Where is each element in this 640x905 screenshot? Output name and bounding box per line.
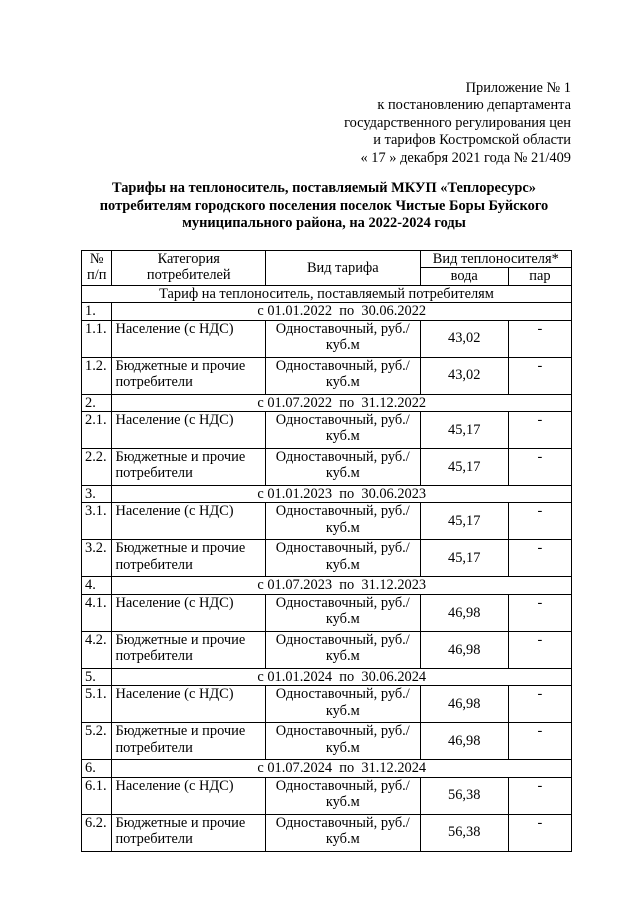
steam-tariff-value: - xyxy=(508,412,571,449)
header-water: вода xyxy=(420,268,508,285)
tariff-type: Одноставочный, руб./куб.м xyxy=(266,320,421,357)
steam-tariff-value: - xyxy=(508,540,571,577)
tariff-row xyxy=(82,503,572,540)
period-number: 1. xyxy=(82,303,112,320)
steam-tariff-value: - xyxy=(508,723,571,760)
consumer-category: Бюджетные и прочие потребители xyxy=(112,357,266,394)
header-category: Категория потребителей xyxy=(112,251,266,286)
steam-tariff-value: - xyxy=(508,503,571,540)
water-tariff-value: 56,38 xyxy=(420,814,508,851)
period-row xyxy=(82,577,572,594)
consumer-category: Население (с НДС) xyxy=(112,594,266,631)
tariff-type: Одноставочный, руб./куб.м xyxy=(266,723,421,760)
row-number: 1.1. xyxy=(82,320,112,357)
row-number: 3.1. xyxy=(82,503,112,540)
water-tariff-value: 43,02 xyxy=(420,320,508,357)
appendix-line: государственного регулирования цен xyxy=(344,114,571,131)
consumer-category: Бюджетные и прочие потребители xyxy=(112,723,266,760)
consumer-category: Население (с НДС) xyxy=(112,503,266,540)
steam-tariff-value: - xyxy=(508,631,571,668)
tariff-row xyxy=(82,686,572,723)
period-range: с 01.07.2023 по 31.12.2023 xyxy=(112,577,572,594)
water-tariff-value: 46,98 xyxy=(420,723,508,760)
period-range: с 01.01.2024 по 30.06.2024 xyxy=(112,668,572,685)
water-tariff-value: 43,02 xyxy=(420,357,508,394)
tariff-type: Одноставочный, руб./куб.м xyxy=(266,686,421,723)
appendix-line: Приложение № 1 xyxy=(465,80,571,96)
steam-tariff-value: - xyxy=(508,814,571,851)
water-tariff-value: 45,17 xyxy=(420,503,508,540)
water-tariff-value: 45,17 xyxy=(420,412,508,449)
steam-tariff-value: - xyxy=(508,357,571,394)
steam-tariff-value: - xyxy=(508,594,571,631)
consumer-category: Бюджетные и прочие потребители xyxy=(112,631,266,668)
tariff-type: Одноставочный, руб./куб.м xyxy=(266,594,421,631)
steam-tariff-value: - xyxy=(508,320,571,357)
water-tariff-value: 45,17 xyxy=(420,449,508,486)
title-line: потребителям городского поселения поселок Чистые Боры Буйского xyxy=(99,197,549,214)
row-number: 4.1. xyxy=(82,594,112,631)
tariff-type: Одноставочный, руб./куб.м xyxy=(266,357,421,394)
appendix-line: к постановлению департамента xyxy=(377,97,571,114)
consumer-category: Бюджетные и прочие потребители xyxy=(112,540,266,577)
water-tariff-value: 46,98 xyxy=(420,686,508,723)
appendix-line: и тарифов Костромской области xyxy=(373,132,571,149)
steam-tariff-value: - xyxy=(508,449,571,486)
period-row xyxy=(82,303,572,320)
row-number: 4.2. xyxy=(82,631,112,668)
consumer-category: Население (с НДС) xyxy=(112,320,266,357)
tariff-type: Одноставочный, руб./куб.м xyxy=(266,449,421,486)
water-tariff-value: 45,17 xyxy=(420,540,508,577)
period-number: 4. xyxy=(82,577,112,594)
tariff-row xyxy=(82,723,572,760)
period-range: с 01.07.2024 по 31.12.2024 xyxy=(112,760,572,777)
tariff-row xyxy=(82,357,572,394)
consumer-category: Бюджетные и прочие потребители xyxy=(112,814,266,851)
document-title xyxy=(60,180,588,233)
tariff-row xyxy=(82,540,572,577)
water-tariff-value: 46,98 xyxy=(420,631,508,668)
tariff-row xyxy=(82,594,572,631)
tariff-row xyxy=(82,814,572,851)
row-number: 2.1. xyxy=(82,412,112,449)
period-number: 5. xyxy=(82,668,112,685)
tariff-type: Одноставочный, руб./куб.м xyxy=(266,631,421,668)
tariff-type: Одноставочный, руб./куб.м xyxy=(266,540,421,577)
tariff-row xyxy=(82,777,572,814)
period-number: 6. xyxy=(82,760,112,777)
period-range: с 01.01.2023 по 30.06.2023 xyxy=(112,486,572,503)
row-number: 6.2. xyxy=(82,814,112,851)
period-number: 2. xyxy=(82,394,112,411)
header-no: № п/п xyxy=(82,251,112,286)
tariff-type: Одноставочный, руб./куб.м xyxy=(266,814,421,851)
row-number: 6.1. xyxy=(82,777,112,814)
title-line: муниципального района, на 2022-2024 годы xyxy=(182,215,466,232)
consumer-category: Население (с НДС) xyxy=(112,777,266,814)
period-row xyxy=(82,760,572,777)
tariff-table xyxy=(81,250,572,852)
steam-tariff-value: - xyxy=(508,777,571,814)
period-range: с 01.01.2022 по 30.06.2022 xyxy=(112,303,572,320)
row-number: 1.2. xyxy=(82,357,112,394)
tariff-type: Одноставочный, руб./куб.м xyxy=(266,777,421,814)
consumer-category: Население (с НДС) xyxy=(112,686,266,723)
period-row xyxy=(82,486,572,503)
period-number: 3. xyxy=(82,486,112,503)
row-number: 2.2. xyxy=(82,449,112,486)
period-row xyxy=(82,394,572,411)
row-number: 5.1. xyxy=(82,686,112,723)
appendix-block xyxy=(241,80,571,167)
title-line: Тарифы на теплоноситель, поставляемый МКУП «Теплоресурс» xyxy=(111,180,536,196)
header-steam: пар xyxy=(508,268,571,285)
consumer-category: Население (с НДС) xyxy=(112,412,266,449)
tariff-row xyxy=(82,631,572,668)
header-tariff-type: Вид тарифа xyxy=(266,251,421,286)
row-number: 3.2. xyxy=(82,540,112,577)
section-title: Тариф на теплоноситель, поставляемый потребителям xyxy=(82,285,572,302)
water-tariff-value: 56,38 xyxy=(420,777,508,814)
tariff-row xyxy=(82,320,572,357)
row-number: 5.2. xyxy=(82,723,112,760)
consumer-category: Бюджетные и прочие потребители xyxy=(112,449,266,486)
tariff-row xyxy=(82,449,572,486)
appendix-line: « 17 » декабря 2021 года № 21/409 xyxy=(360,149,571,166)
water-tariff-value: 46,98 xyxy=(420,594,508,631)
period-range: с 01.07.2022 по 31.12.2022 xyxy=(112,394,572,411)
tariff-row xyxy=(82,412,572,449)
steam-tariff-value: - xyxy=(508,686,571,723)
tariff-type: Одноставочный, руб./куб.м xyxy=(266,412,421,449)
tariff-type: Одноставочный, руб./куб.м xyxy=(266,503,421,540)
header-carrier: Вид теплоносителя* xyxy=(420,251,571,268)
period-row xyxy=(82,668,572,685)
